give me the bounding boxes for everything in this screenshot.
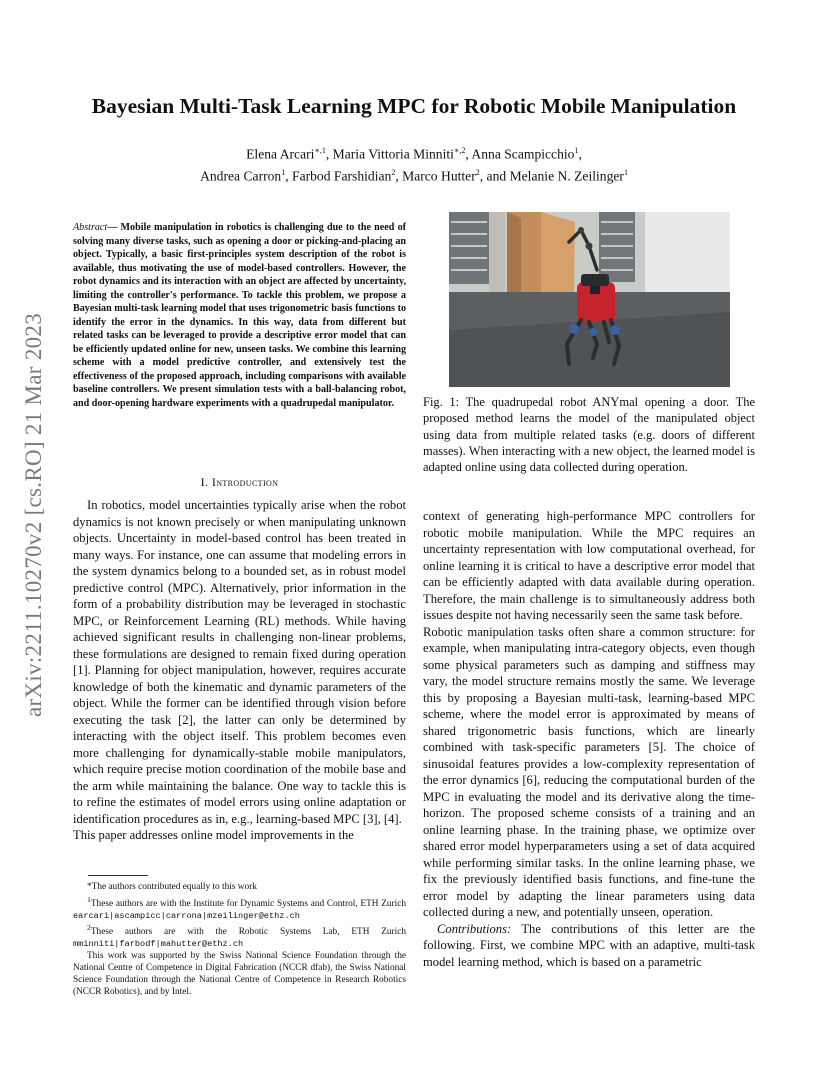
author-separator: , (285, 168, 293, 184)
footnote-equal-contribution: *The authors contributed equally to this work (87, 882, 257, 892)
footnote-affiliation-1 (73, 894, 406, 923)
author-affiliation: 1 (623, 167, 628, 177)
author-name: Andrea Carron (200, 168, 282, 184)
section-heading (73, 475, 406, 490)
robot-door-photo (449, 212, 730, 387)
section-number: I. (200, 475, 209, 489)
author-name: Maria Vittoria Minniti (332, 146, 454, 162)
author-list (100, 142, 728, 185)
paragraph: Robotic manipulation tasks often share a common structure: for example, when manipulating intra-category objects, even though some physical parameters such as damping and stiffness may vary, the model structure remains mostly the same. We leverage this by proposing a Bayesian multi-task, learning-based MPC scheme, where the model error is approximated by means of shared trigonometric basis functions, which are linearly combined with task-specific parameters [5]. The choice of sinusoidal features provides a low-complexity representation of the error dynamics [6], reducing the computational burden of the MPC in evaluating the model and its derivative along the time-horizon. The proposed scheme consists of a training and an online learning phase. In the training phase, we optimize over shared error model hyperparameters using a set of data acquired while performing similar tasks. In the online learning phase, we fix the previously identified basis functions, and fine-tune the error model by adapting the linear parameters using data collected during a new, and potentially unseen, operation. (423, 624, 755, 919)
author-affiliation: 1 (281, 167, 286, 177)
paragraph: context of generating high-performance MPC controllers for robotic mobile manipulation. While the MPC requires an uncertainty representation with low computational overhead, for online learning it is critical to have a descriptive error model that can be efficiently adapted with data available during operation. Therefore, the main challenge is to simultaneously address both issues despite not having necessarily seen the same task before. (423, 509, 755, 622)
footnote-affiliation-2 (73, 922, 406, 951)
footnote-text: These authors are with the Robotic Systems Lab, ETH Zurich (90, 927, 406, 938)
author-name: Anna Scampicchio (471, 146, 575, 162)
robot-photo-illustration (449, 212, 730, 387)
contributions-paragraph (423, 921, 755, 971)
paper-title: Bayesian Multi-Task Learning MPC for Robotic Mobile Manipulation (91, 94, 737, 118)
author-name: Elena Arcari (246, 146, 315, 162)
figure-caption: Fig. 1: The quadrupedal robot ANYmal opening a door. The proposed method learns the model of the manipulated object using data from multiple related tasks (e.g. doors of different masses). When interacting with a new object, the learned model is adapted online using data collected during operation. (423, 395, 755, 475)
author-line-2 (100, 164, 728, 186)
author-affiliation: ∗,1 (314, 146, 326, 155)
author-affiliation: 2 (391, 167, 396, 177)
author-affiliation: ∗,2 (453, 146, 466, 155)
footnote-text: These authors are with the Institute for Dynamic Systems and Control, ETH Zurich (90, 898, 406, 909)
footnote-mark: 2 (87, 923, 91, 933)
footnote-rule (88, 875, 148, 876)
arxiv-sidebar-stamp (4, 290, 64, 740)
contributions-text: The contributions of this letter are the following. First, we combine MPC with an adaptive, multi-task model learning method, which is based on a parametric (423, 921, 755, 969)
author-separator: , (395, 168, 403, 184)
author-name: Farbod Farshidian (292, 168, 392, 184)
author-separator: , and (479, 168, 510, 184)
paragraph: In robotics, model uncertainties typically arise when the robot dynamics is not known precisely or when manipulating unknown objects. Uncertainty in model-based control has been treated in many ways. For instance, one can assume that modeling errors in the system dynamics belong to a bounded set, as in robust model predictive control (MPC). Alternatively, prior information in the form of a probability distribution may be leveraged in stochastic MPC, or Reinforcement Learning (RL) methods. While having achieved significant results in challenging non-linear problems, these formulations are designed to remain fixed during operation [1]. Planning for object manipulation, however, requires accurate knowledge of both the kinematic and dynamic parameters of the object. While the former can be identified through vision before executing the task [2], the latter can only be determined by interacting with the object itself. This problem becomes even more challenging for dynamically-stable mobile manipulators, which require precise motion coordination of the mobile base and the arm while maintaining the balance. One way to tackle this is to refine the estimates of model errors using online adaptation or identification procedures as in, e.g., learning-based MPC [3], [4]. (73, 498, 406, 826)
footnote-email: mminniti|farbodf|mahutter@ethz.ch (73, 939, 244, 950)
arxiv-id: arXiv:2211.10270v2 [cs.RO] 21 Mar 2023 (21, 312, 46, 718)
footnote-funding: This work was supported by the Swiss National Science Foundation through the National Centre of Competence in Digital Fabrication (NCCR dfab), the Swiss National Science Foundation through the National Centre of Competence in Research Robotics (NCCR Robotics), and by Intel. (73, 951, 406, 997)
author-separator: , (465, 146, 472, 162)
footnote-mark: 1 (87, 894, 91, 904)
author-name: Marco Hutter (402, 168, 476, 184)
paragraph: This paper addresses online model improvements in the (73, 828, 354, 842)
author-separator: , (578, 146, 582, 162)
author-separator: , (325, 146, 333, 162)
author-line-1 (100, 142, 728, 164)
footnote-email: earcari|ascampicc|carrona|mzeilinger@ethz.ch (73, 910, 300, 921)
contributions-label: Contributions: (437, 921, 512, 936)
abstract (73, 221, 406, 410)
abstract-text: — Mobile manipulation in robotics is challenging due to the need of solving many diverse tasks, such as opening a door or picking-and-placing an object. Typically, a basic first-principles system description of the robot is available, thus motivating the use of model-based controllers. However, the robot dynamics and its interaction with an object are affected by uncertainty, limiting the controller's performance. To tackle this problem, we propose a Bayesian multi-task learning model that uses trigonometric basis functions to identify the error in the dynamics. In this way, data from different but related tasks can be leveraged to provide a descriptive error model that can be efficiently updated online for new, unseen tasks. We combine this learning scheme with a model predictive controller, and extensively test the effectiveness of the proposed approach, including comparisons with available baseline controllers. We present simulation tests with a ball-balancing robot, and door-opening hardware experiments with a quadrupedal manipulator. (73, 222, 406, 409)
author-affiliation: 2 (475, 167, 480, 177)
author-name: Melanie N. Zeilinger (509, 168, 624, 184)
intro-left-column (73, 497, 406, 844)
section-title: Introduction (211, 475, 279, 489)
footnotes (73, 882, 406, 998)
abstract-label: Abstract (73, 222, 108, 233)
intro-right-column (423, 508, 755, 970)
author-affiliation: 1 (574, 146, 579, 155)
